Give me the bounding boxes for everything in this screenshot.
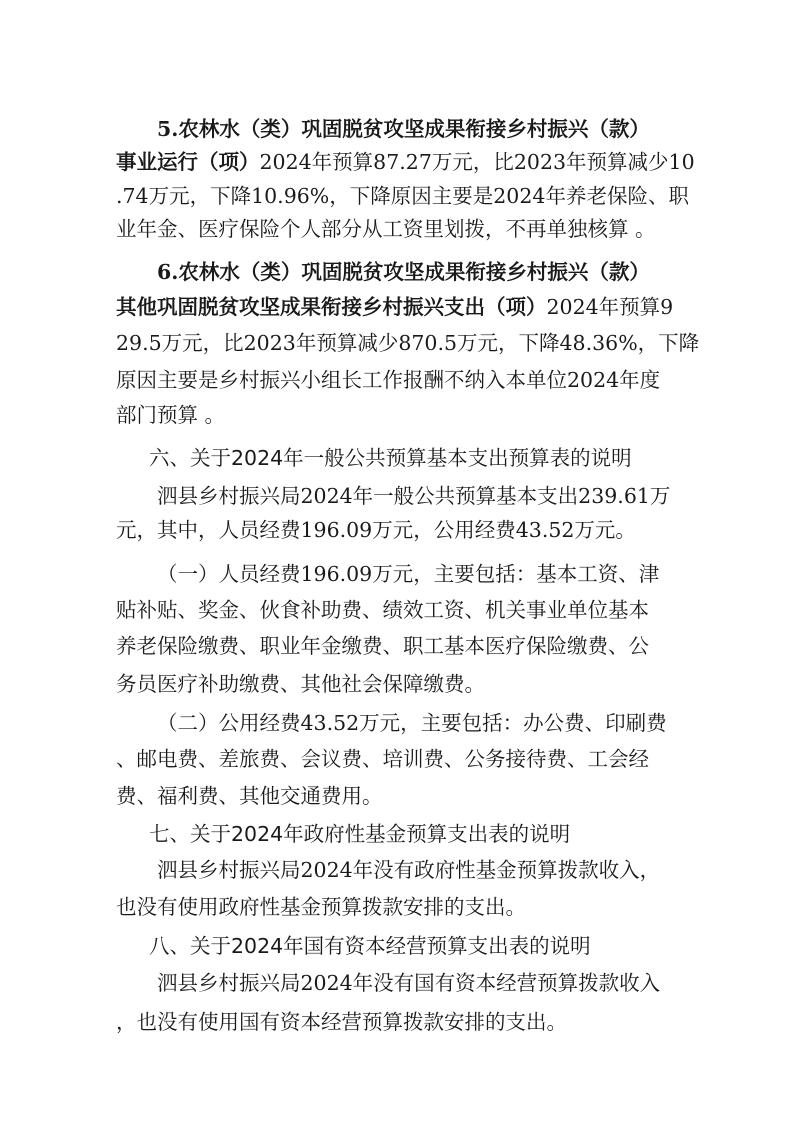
section6-text1: 2024年预算9	[546, 295, 674, 319]
personnel-line4: 务员医疗补助缴费、其他社会保障缴费。	[116, 672, 485, 696]
section6-line3: 原因主要是乡村振兴小组长工作报酬不纳入本单位2024年度	[116, 368, 661, 392]
public-line1: （二）公用经费43.52万元，主要包括：办公费、印刷费	[157, 711, 667, 735]
section6-item: 其他巩固脱贫攻坚成果衔接乡村振兴支出（项）	[116, 295, 547, 319]
section5-heading: 5.农林水（类）巩固脱贫攻坚成果衔接乡村振兴（款）	[157, 117, 650, 141]
section5-line2: .74万元，下降10.96%，下降原因主要是2024年养老保险、职	[116, 184, 689, 208]
part6-paragraph-line2: 元，其中，人员经费196.09万元，公用经费43.52万元。	[116, 518, 636, 542]
personnel-line3: 养老保险缴费、职业年金缴费、职工基本医疗保险缴费、公	[116, 634, 649, 658]
section5-text1: 2024年预算87.27万元，比2023年预算减少10	[259, 150, 695, 174]
part8-paragraph-line1: 泗县乡村振兴局2024年没有国有资本经营预算拨款收入	[157, 971, 661, 995]
part7-paragraph-line1: 泗县乡村振兴局2024年没有政府性基金预算拨款收入，	[157, 858, 661, 882]
section6-heading: 6.农林水（类）巩固脱贫攻坚成果衔接乡村振兴（款）	[157, 260, 650, 284]
section5-line1	[116, 148, 695, 176]
part7-heading: 七、关于2024年政府性基金预算支出表的说明	[149, 822, 571, 846]
section5-item: 事业运行（项）	[116, 150, 260, 174]
section6-line1	[116, 293, 673, 321]
personnel-line2: 贴补贴、奖金、伙食补助费、绩效工资、机关事业单位基本	[116, 598, 649, 622]
part6-paragraph-line1: 泗县乡村振兴局2024年一般公共预算基本支出239.61万	[157, 484, 671, 508]
part6-heading: 六、关于2024年一般公共预算基本支出预算表的说明	[149, 446, 632, 470]
part7-paragraph-line2: 也没有使用政府性基金预算拨款安排的支出。	[116, 895, 526, 919]
section5-line3: 业年金、医疗保险个人部分从工资里划拨，不再单独核算 。	[116, 217, 656, 241]
personnel-line1: （一）人员经费196.09万元，主要包括：基本工资、津	[157, 562, 660, 586]
public-line2: 、邮电费、差旅费、会议费、培训费、公务接待费、工会经	[116, 747, 649, 771]
part8-paragraph-line2: ，也没有使用国有资本经营预算拨款安排的支出。	[116, 1010, 567, 1034]
part8-heading: 八、关于2024年国有资本经营预算支出表的说明	[149, 934, 591, 958]
section6-line2: 29.5万元，比2023年预算减少870.5万元，下降48.36%，下降	[116, 331, 700, 355]
public-line3: 费、福利费、其他交通费用。	[116, 784, 383, 808]
section6-line4: 部门预算 。	[116, 403, 226, 427]
